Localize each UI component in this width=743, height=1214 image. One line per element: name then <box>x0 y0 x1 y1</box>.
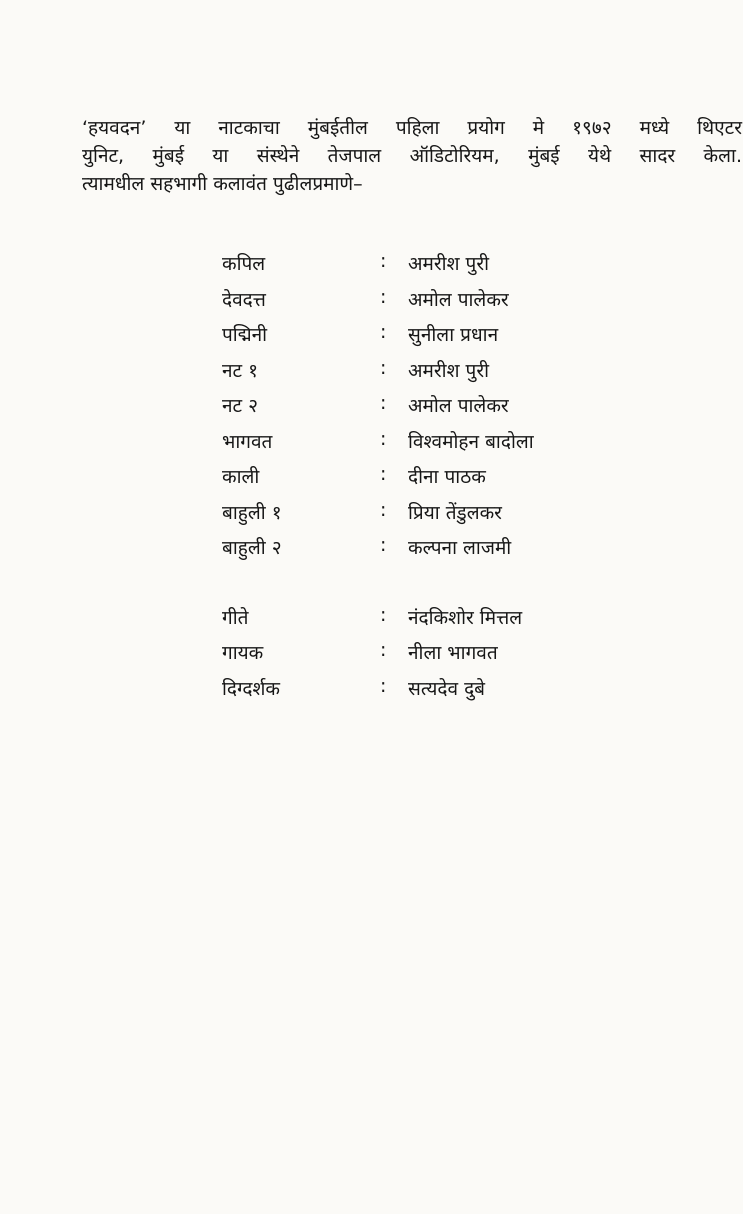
cast-row <box>222 321 642 357</box>
cast-row <box>222 463 642 499</box>
crew-row <box>222 604 642 640</box>
cast-row <box>222 250 642 286</box>
separator: : <box>380 498 387 521</box>
actor-name: अमरीश पुरी <box>408 253 490 275</box>
actor-name: अमोल पालेकर <box>408 395 509 417</box>
role-name: भागवत <box>222 430 273 453</box>
role-name: पद्मिनी <box>222 324 268 346</box>
actor-name: सुनीला प्रधान <box>408 324 499 346</box>
separator: : <box>380 392 387 414</box>
actor-name: अमरीश पुरी <box>408 359 490 382</box>
role-name: नट १ <box>222 359 259 382</box>
cast-row <box>222 499 642 535</box>
intro-line-1: ‘हयवदन’ या नाटकाचा मुंबईतील पहिला प्रयोग मे १९७२ मध्ये थिएटर <box>82 117 742 139</box>
role-name: कपिल <box>222 253 266 275</box>
actor-name: विश्वमोहन बादोला <box>408 430 534 453</box>
role-name: नट २ <box>222 395 259 417</box>
cast-row <box>222 392 642 428</box>
intro-paragraph <box>82 114 742 198</box>
actor-name: अमोल पालेकर <box>408 288 509 311</box>
cast-row <box>222 428 642 464</box>
actor-name: नंदकिशोर मित्तल <box>408 606 523 629</box>
actor-name: सत्यदेव दुबे <box>408 677 486 700</box>
crew-row <box>222 675 642 711</box>
cast-row <box>222 534 642 570</box>
separator: : <box>380 534 387 556</box>
actor-name: नीला भागवत <box>408 642 498 664</box>
cast-list <box>222 250 642 710</box>
cast-row <box>222 286 642 322</box>
separator: : <box>380 427 387 450</box>
role-name: बाहुली २ <box>222 537 282 559</box>
separator: : <box>380 321 387 343</box>
actor-name: कल्पना लाजमी <box>408 537 512 559</box>
role-name: दिग्दर्शक <box>222 677 280 700</box>
actor-name: प्रिया तेंडुलकर <box>408 501 502 524</box>
separator: : <box>380 639 387 661</box>
separator: : <box>380 285 387 308</box>
intro-line-3: त्यामधील सहभागी कलावंत पुढीलप्रमाणे– <box>82 173 363 195</box>
crew-row <box>222 639 642 675</box>
role-name: बाहुली १ <box>222 501 282 524</box>
section-gap <box>222 570 642 604</box>
separator: : <box>380 250 387 272</box>
role-name: गायक <box>222 642 264 664</box>
actor-name: दीना पाठक <box>408 466 486 488</box>
role-name: गीते <box>222 606 249 629</box>
separator: : <box>380 603 387 626</box>
cast-row <box>222 357 642 393</box>
separator: : <box>380 674 387 697</box>
separator: : <box>380 463 387 485</box>
role-name: देवदत्त <box>222 288 266 311</box>
separator: : <box>380 356 387 379</box>
role-name: काली <box>222 466 260 488</box>
intro-line-2: युनिट, मुंबई या संस्थेने तेजपाल ऑडिटोरियम, मुंबई येथे सादर केला. <box>82 145 742 167</box>
